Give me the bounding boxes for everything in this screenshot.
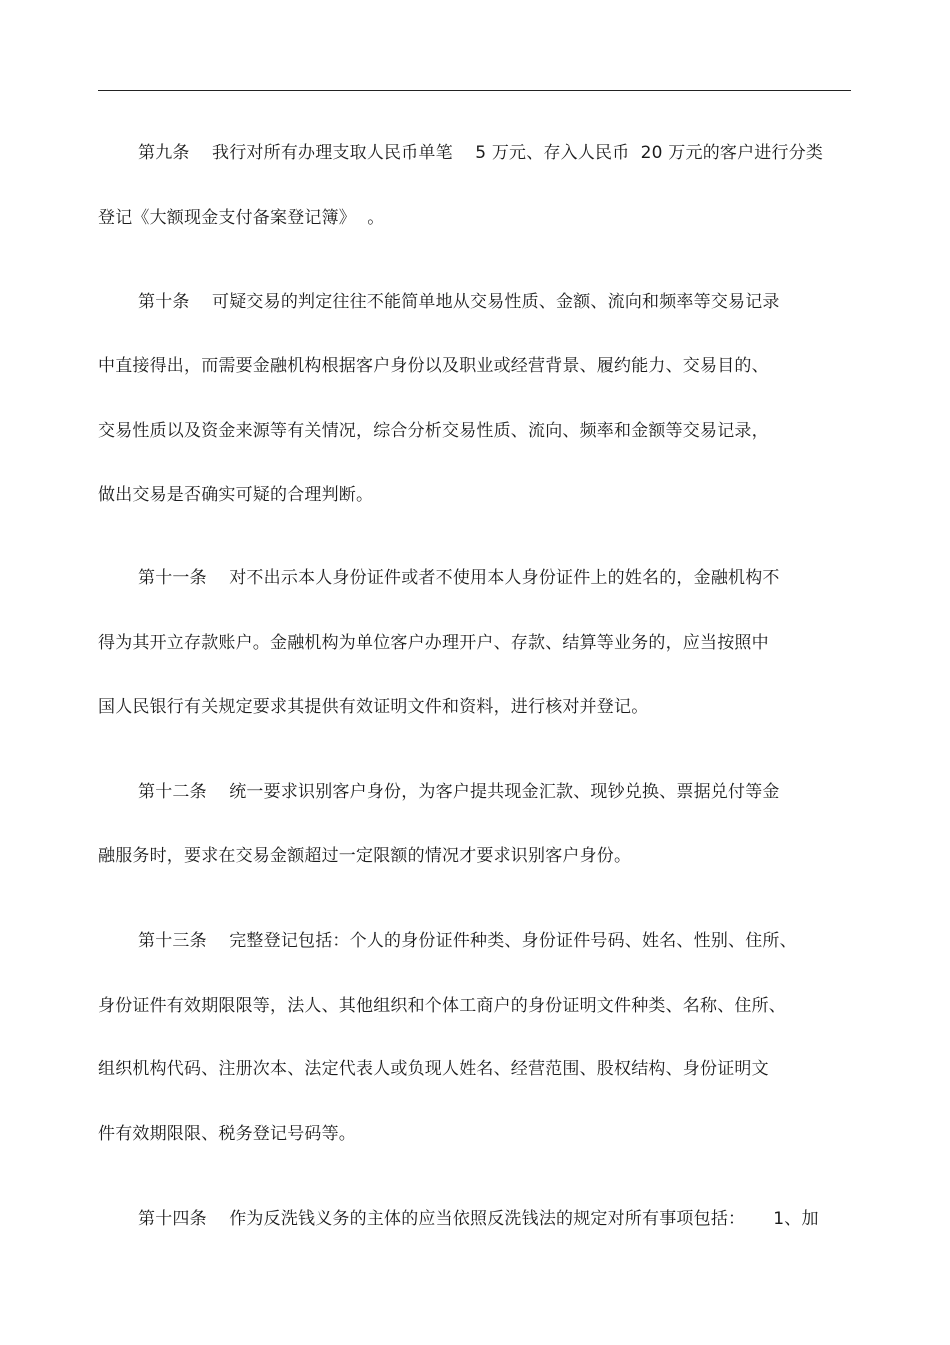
article-11-line-1: 第十一条 对不出示本人身份证件或者不使用本人身份证件上的姓名的，金融机构不: [138, 568, 780, 588]
article-11-line-2: 得为其开立存款账户。金融机构为单位客户办理开户、存款、结算等业务的，应当按照中: [98, 633, 769, 653]
top-rule: [98, 90, 851, 91]
article-12-line-1: 第十二条 统一要求识别客户身份，为客户提共现金汇款、现钞兑换、票据兑付等金: [138, 782, 780, 802]
article-10-line-2: 中直接得出，而需要金融机构根据客户身份以及职业或经营背景、履约能力、交易目的、: [98, 356, 769, 376]
article-10-line-1: 第十条 可疑交易的判定往往不能简单地从交易性质、金额、流向和频率等交易记录: [138, 292, 780, 312]
article-9-line-1: 第九条 我行对所有办理支取人民币单笔 5 万元、存入人民币 20 万元的客户进行分类: [138, 143, 824, 163]
article-10-line-3: 交易性质以及资金来源等有关情况，综合分析交易性质、流向、频率和金额等交易记录，: [98, 421, 769, 441]
article-13-line-4: 件有效期限限、税务登记号码等。: [98, 1124, 356, 1144]
article-10-line-4: 做出交易是否确实可疑的合理判断。: [98, 485, 374, 505]
article-9-line-2: 登记《大额现金支付备案登记簿》 。: [98, 208, 385, 228]
article-11-line-3: 国人民银行有关规定要求其提供有效证明文件和资料，进行核对并登记。: [98, 697, 649, 717]
article-13-line-3: 组织机构代码、注册次本、法定代表人或负现人姓名、经营范围、股权结构、身份证明文: [98, 1059, 769, 1079]
article-12-line-2: 融服务时，要求在交易金额超过一定限额的情况才要求识别客户身份。: [98, 846, 632, 866]
article-14-line-1: 第十四条 作为反洗钱义务的主体的应当依照反洗钱法的规定对所有事项包括： 1、加: [138, 1209, 819, 1229]
article-13-line-2: 身份证件有效期限限等，法人、其他组织和个体工商户的身份证明文件种类、名称、住所、: [98, 996, 786, 1016]
article-13-line-1: 第十三条 完整登记包括：个人的身份证件种类、身份证件号码、姓名、性别、住所、: [138, 931, 797, 951]
